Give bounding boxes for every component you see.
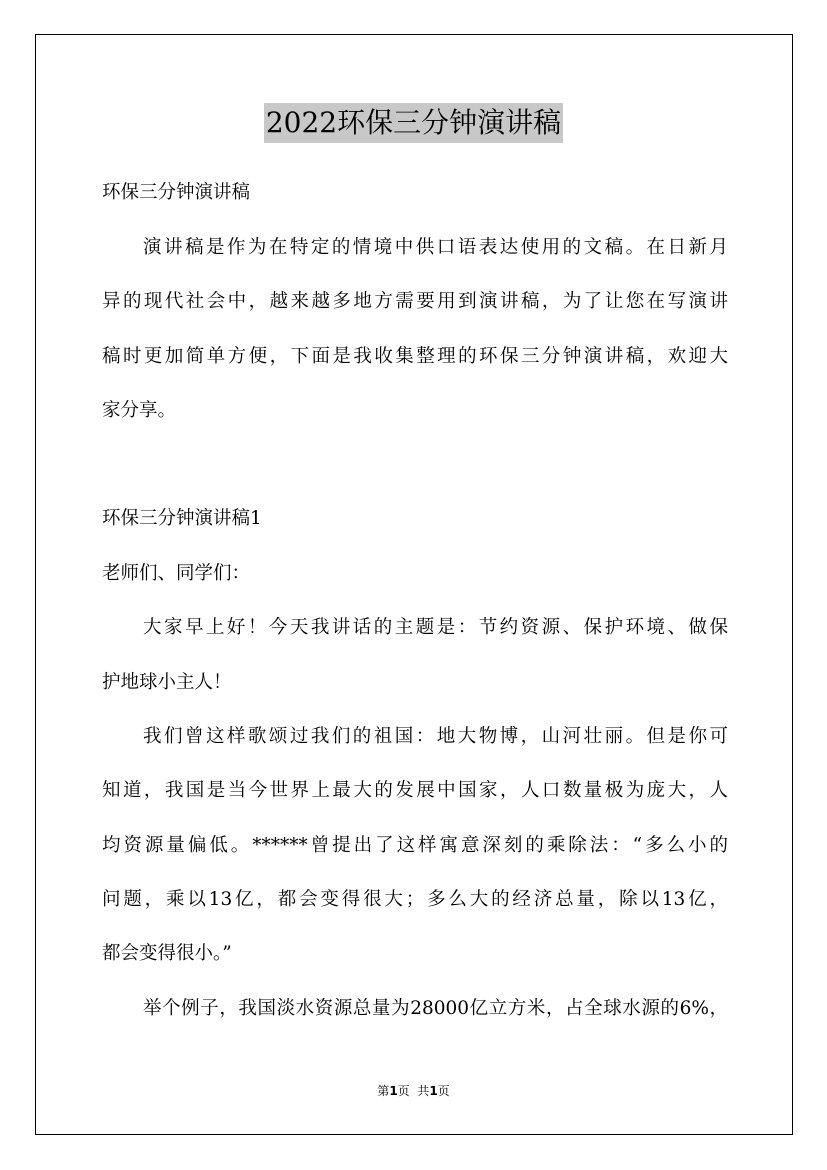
paragraph-line: 稿时更加简单方便，下面是我收集整理的环保三分钟演讲稿，欢迎大 — [102, 346, 728, 367]
paragraph-line: 均资源量偏低。******曾提出了这样寓意深刻的乘除法：“多么小的 — [102, 835, 728, 856]
paragraph-line: 知道，我国是当今世界上最大的发展中国家，人口数量极为庞大，人 — [102, 780, 728, 801]
paragraph-line: 大家早上好！今天我讲话的主题是：节约资源、保护环境、做保 — [143, 617, 728, 638]
salutation: 老师们、同学们： — [102, 563, 251, 584]
paragraph-line: 异的现代社会中，越来越多地方需要用到演讲稿，为了让您在写演讲 — [102, 291, 728, 312]
footer-page-suffix: 页 — [437, 1084, 450, 1098]
footer-page-mid: 页 共 — [397, 1084, 430, 1098]
paragraph-line: 问题，乘以13亿，都会变得很大；多么大的经济总量，除以13亿， — [102, 889, 728, 910]
paragraph-line: 演讲稿是作为在特定的情境中供口语表达使用的文稿。在日新月 — [143, 237, 728, 258]
document-title: 2022环保三分钟演讲稿 — [264, 103, 563, 143]
page-footer — [0, 1083, 827, 1099]
paragraph-line: 护地球小主人！ — [102, 672, 232, 693]
footer-page-total: 1 — [429, 1084, 438, 1098]
section-heading: 环保三分钟演讲稿1 — [102, 508, 262, 529]
footer-page-current: 1 — [389, 1084, 398, 1098]
paragraph-line: 举个例子，我国淡水资源总量为28000亿立方米，占全球水源的6%， — [143, 998, 728, 1019]
paragraph-line: 都会变得很小。” — [102, 943, 232, 964]
footer-page-prefix: 第 — [377, 1084, 390, 1098]
title-container — [0, 103, 827, 143]
section-heading: 环保三分钟演讲稿 — [102, 182, 251, 203]
paragraph-line: 我们曾这样歌颂过我们的祖国：地大物博，山河壮丽。但是你可 — [143, 726, 728, 747]
paragraph-line: 家分享。 — [102, 400, 177, 421]
